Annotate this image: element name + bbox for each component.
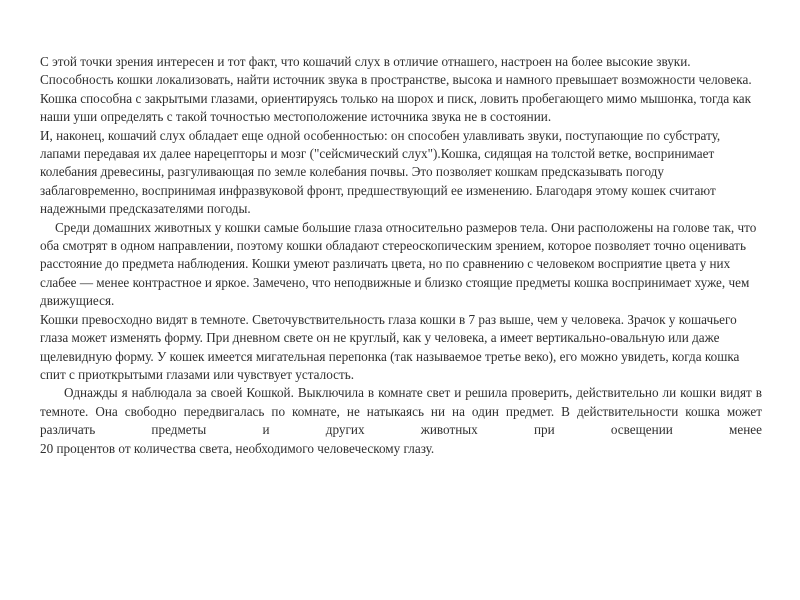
paragraph-observation: Однажды я наблюдала за своей Кошкой. Выключила в комнате свет и решила проверить, действительно ли кошки видят в темноте. Она свободно передвигалась по комнате, не натыкаясь ни на один предмет. В действительности кошка может различать предметы и других животных при освещении менее (40, 385, 762, 438)
paragraph-seismic-hearing: И, наконец, кошачий слух обладает еще одной особенностью: он способен улавливать звуки, поступающие по субстрату, лапами передавая их далее нарецепторы и мозг ("сейсмический слух").Кошка, сидящая на толстой ветке, воспринимает колебания древесины, разгуливающая по земле колебания почвы. Это позволяет кошкам предсказывать погоду заблаговременно, воспринимая инфразвуковой фронт, предшествующий ее изменению. Благодаря этому кошек считают надежными предсказателями погоды. (40, 127, 721, 217)
paragraph-observation-end: 20 процентов от количества света, необходимого человеческому глазу. (40, 440, 435, 456)
paragraph-sound-localization: Способность кошки локализовать, найти источник звука в пространстве, высока и намного превышает возможности человека. Кошка способна с закрытыми глазами, ориентируясь только на шорох и писк, ловить пробегающего мимо мышонка, тогда как наши уши определять с такой точностью местоположение источника звука не в состоянии. (40, 72, 752, 125)
paragraph-eyes: Среди домашних животных у кошки самые большие глаза относительно размеров тела. Они расположены на голове так, что оба смотрят в одном направлении, поэтому кошки обладают стереоскопическим зрением, которое позволяет точно оценивать расстояние до предмета наблюдения. Кошки умеют различать цвета, но по сравнению с человеком восприятие цвета у них слабее — менее контрастное и яркое. Замечено, что неподвижные и близко стоящие предметы кошка воспринимает хуже, чем движущиеся. (40, 219, 757, 309)
paragraph-night-vision: Кошки превосходно видят в темноте. Светочувствительность глаза кошки в 7 раз выше, чем у человека. Зрачок у кошачьего глаза может изменять форму. При дневном свете он не круглый, как у человека, а имеет вертикально-овальную или даже щелевидную форму. У кошек имеется мигательная перепонка (так называемое третье веко), его можно увидеть, когда кошка спит с приоткрытыми глазами или чувствует усталость. (40, 311, 740, 382)
paragraph-hearing-pitch: С этой точки зрения интересен и тот факт, что кошачий слух в отличие отнашего, настроен на более высокие звуки. (40, 54, 691, 69)
document-text (40, 53, 762, 458)
